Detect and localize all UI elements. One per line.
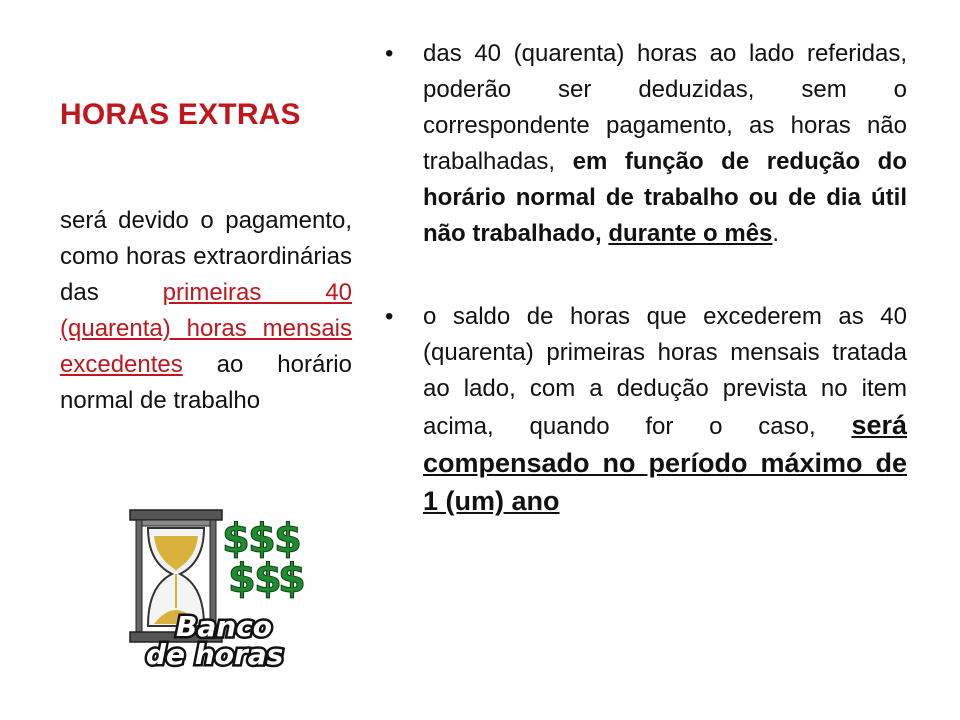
bullet-1-underline: durante o mês xyxy=(608,220,773,247)
svg-text:de horas: de horas xyxy=(146,638,284,671)
svg-text:$: $ xyxy=(228,556,256,602)
svg-text:$: $ xyxy=(278,556,306,602)
bullet-1-bold: em função de redução do horário normal de trabalho ou de dia útil não trabalhado, xyxy=(423,148,908,247)
banco-de-horas-logo xyxy=(124,504,306,671)
left-text-start: será devido o pagamento, como horas extraordinárias das xyxy=(60,207,352,306)
left-highlight: primeiras 40 (quarenta) horas mensais excedentes xyxy=(60,279,352,378)
bullet-1-period: . xyxy=(772,220,780,247)
svg-text:$: $ xyxy=(248,516,276,562)
left-text-end: ao horário normal de trabalho xyxy=(60,351,352,414)
bullet-2-emphasis: será compensado no período máximo de 1 (um) ano xyxy=(423,410,907,516)
dollar-signs-icon xyxy=(222,516,306,602)
slide-title: HORAS EXTRAS xyxy=(60,98,301,131)
bullet-2-text: o saldo de horas que excederem as 40 (quarenta) primeiras horas mensais tratada ao lado, com a dedução prevista no item acima, quando for o caso, xyxy=(423,303,907,440)
bullet-item-2 xyxy=(385,299,907,521)
left-paragraph xyxy=(60,203,352,419)
bullet-dot-icon: • xyxy=(385,40,394,67)
svg-text:$: $ xyxy=(222,516,250,562)
svg-text:$: $ xyxy=(274,516,302,562)
bullet-dot-icon: • xyxy=(385,303,394,330)
bullet-item-1 xyxy=(385,36,907,252)
right-bullet-list xyxy=(385,36,907,521)
svg-text:Banco: Banco xyxy=(176,610,273,643)
svg-text:$: $ xyxy=(254,556,282,602)
bullet-1-text: das 40 (quarenta) horas ao lado referidas, poderão ser deduzidas, sem o correspondente pagamento, as horas não trabalhadas, xyxy=(423,40,907,175)
